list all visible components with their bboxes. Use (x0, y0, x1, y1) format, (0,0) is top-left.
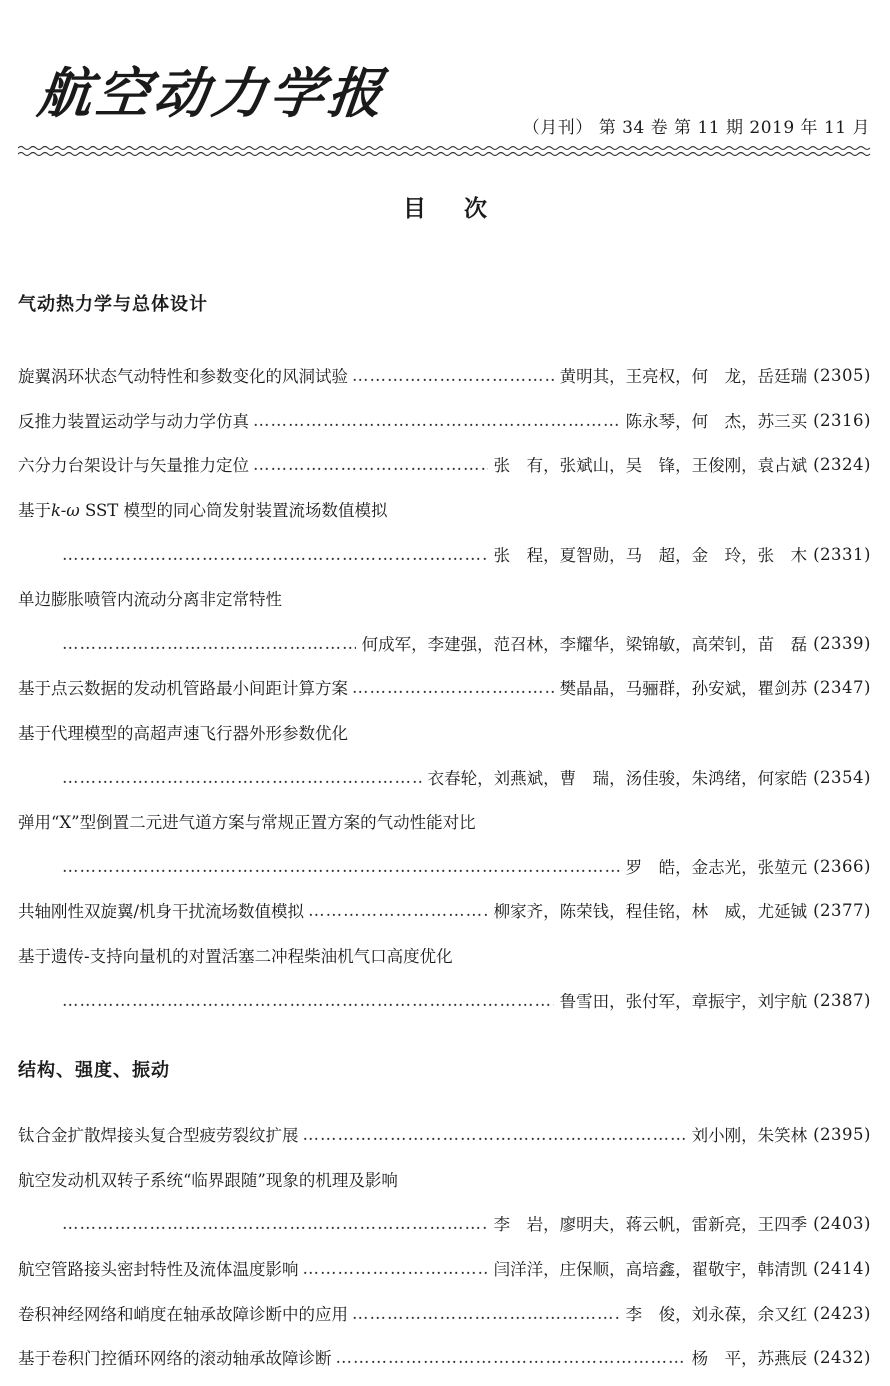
entry-title: 反推力装置运动学与动力学仿真 (18, 412, 249, 431)
leader-dots (62, 634, 356, 653)
issue-info: （月刊） 第 34 卷 第 11 期 2019 年 11 月 (522, 118, 870, 138)
toc-entry[interactable] (18, 449, 871, 479)
toc-entry-title-line[interactable] (18, 940, 453, 970)
entry-page: (2316) (813, 410, 871, 430)
toc-entry[interactable] (58, 628, 871, 658)
entry-authors: 何成军，李建强，范召林，李耀华，梁锦敏，高荣钊，苗 磊 (361, 635, 808, 654)
leader-dots (303, 1259, 488, 1278)
leader-dots (62, 1214, 488, 1233)
entry-authors: 闫洋洋，庄保顺，高培鑫，翟敬宇，韩清凯 (493, 1260, 808, 1279)
leader-dots (62, 768, 422, 787)
entry-authors: 柳家齐，陈荣钱，程佳铭，林 威，尤延铖 (493, 902, 808, 921)
toc-entry-title-line[interactable] (18, 1164, 398, 1194)
entry-title: 共轴刚性双旋翼/机身干扰流场数值模拟 (18, 902, 305, 921)
entry-title: 基于点云数据的发动机管路最小间距计算方案 (18, 679, 348, 698)
entry-authors: 黄明其，王亮权，何 龙，岳廷瑞 (559, 367, 808, 386)
entry-page: (2347) (813, 677, 871, 697)
entry-title: 卷积神经网络和峭度在轴承故障诊断中的应用 (18, 1305, 348, 1324)
leader-dots (62, 545, 488, 564)
entry-authors: 刘小刚，朱笑林 (691, 1126, 808, 1145)
entry-page: (2377) (813, 900, 871, 920)
leader-dots (336, 1348, 686, 1367)
entry-authors: 李 岩，廖明夫，蒋云帆，雷新亮，王四季 (493, 1215, 808, 1234)
entry-authors: 陈永琴，何 杰，苏三买 (625, 412, 808, 431)
entry-page: (2395) (813, 1124, 871, 1144)
entry-title-italic: k-ω (51, 501, 80, 520)
leader-dots (62, 857, 620, 876)
leader-dots (352, 1304, 620, 1323)
toc-entry[interactable] (18, 1253, 871, 1283)
entry-title: 航空管路接头密封特性及流体温度影响 (18, 1260, 299, 1279)
toc-entry-title-line[interactable] (18, 494, 388, 524)
leader-dots (352, 366, 554, 385)
entry-page: (2339) (813, 633, 871, 653)
toc-entry[interactable] (58, 762, 871, 792)
entry-page: (2414) (813, 1258, 871, 1278)
journal-title: 航空动力学报 (34, 61, 390, 125)
entry-title: 基于卷积门控循环网络的滚动轴承故障诊断 (18, 1349, 332, 1368)
leader-dots (253, 411, 620, 430)
toc-entry[interactable] (58, 1208, 871, 1238)
toc-entry[interactable] (58, 851, 871, 881)
leader-dots (253, 455, 488, 474)
entry-page: (2354) (813, 767, 871, 787)
toc-entry-title-line[interactable] (18, 717, 348, 747)
entry-authors: 樊晶晶，马骊群，孙安斌，瞿剑苏 (559, 679, 808, 698)
leader-dots (303, 1125, 686, 1144)
entry-authors: 张 程，夏智勋，马 超，金 玲，张 木 (493, 546, 808, 565)
entry-title: 弹用“X”型倒置二元进气道方案与常规正置方案的气动性能对比 (18, 813, 476, 832)
toc-entry[interactable] (18, 1342, 871, 1372)
section-title: 气动热力学与总体设计 (18, 294, 208, 315)
entry-title: 单边膨胀喷管内流动分离非定常特性 (18, 590, 282, 609)
entry-page: (2366) (813, 856, 871, 876)
entry-authors: 鲁雪田，张付军，章振宇，刘宇航 (559, 992, 808, 1011)
entry-authors: 罗 皓，金志光，张堃元 (625, 858, 808, 877)
toc-entry[interactable] (58, 539, 871, 569)
entry-authors: 杨 平，苏燕辰 (691, 1349, 808, 1368)
toc-entry[interactable] (18, 1119, 871, 1149)
toc-heading: 目次 (403, 196, 525, 222)
leader-dots (352, 678, 554, 697)
entry-title: 基于遗传-支持向量机的对置活塞二冲程柴油机气口高度优化 (18, 947, 453, 966)
entry-page: (2423) (813, 1303, 871, 1323)
toc-entry[interactable] (58, 985, 871, 1015)
entry-title: 基于k-ω SST 模型的同心筒发射装置流场数值模拟 (18, 501, 388, 520)
entry-title: 钛合金扩散焊接头复合型疲劳裂纹扩展 (18, 1126, 299, 1145)
toc-entry[interactable] (18, 895, 871, 925)
entry-page: (2432) (813, 1347, 871, 1367)
masthead-wavy-rule (18, 142, 872, 160)
entry-authors: 张 有，张斌山，吴 锋，王俊刚，袁占斌 (493, 456, 808, 475)
toc-entry[interactable] (18, 1298, 871, 1328)
toc-entry-title-line[interactable] (18, 583, 282, 613)
toc-entry[interactable] (18, 672, 871, 702)
entry-page: (2403) (813, 1213, 871, 1233)
entry-title: 旋翼涡环状态气动特性和参数变化的风洞试验 (18, 367, 348, 386)
toc-entry[interactable] (18, 360, 871, 390)
entry-title: 基于代理模型的高超声速飞行器外形参数优化 (18, 724, 348, 743)
masthead (0, 0, 890, 170)
entry-title: 航空发动机双转子系统“临界跟随”现象的机理及影响 (18, 1171, 398, 1190)
entry-title: 六分力台架设计与矢量推力定位 (18, 456, 249, 475)
entry-page: (2324) (813, 454, 871, 474)
toc-entry-title-line[interactable] (18, 806, 476, 836)
leader-dots (308, 901, 488, 920)
entry-page: (2305) (813, 365, 871, 385)
toc-entry[interactable] (18, 405, 871, 435)
entry-authors: 衣春轮，刘燕斌，曹 瑞，汤佳骏，朱鸿绪，何家皓 (427, 769, 808, 788)
leader-dots (62, 991, 554, 1010)
entry-authors: 李 俊，刘永葆，余又红 (625, 1305, 808, 1324)
entry-page: (2387) (813, 990, 871, 1010)
section-title: 结构、强度、振动 (18, 1060, 170, 1081)
entry-page: (2331) (813, 544, 871, 564)
